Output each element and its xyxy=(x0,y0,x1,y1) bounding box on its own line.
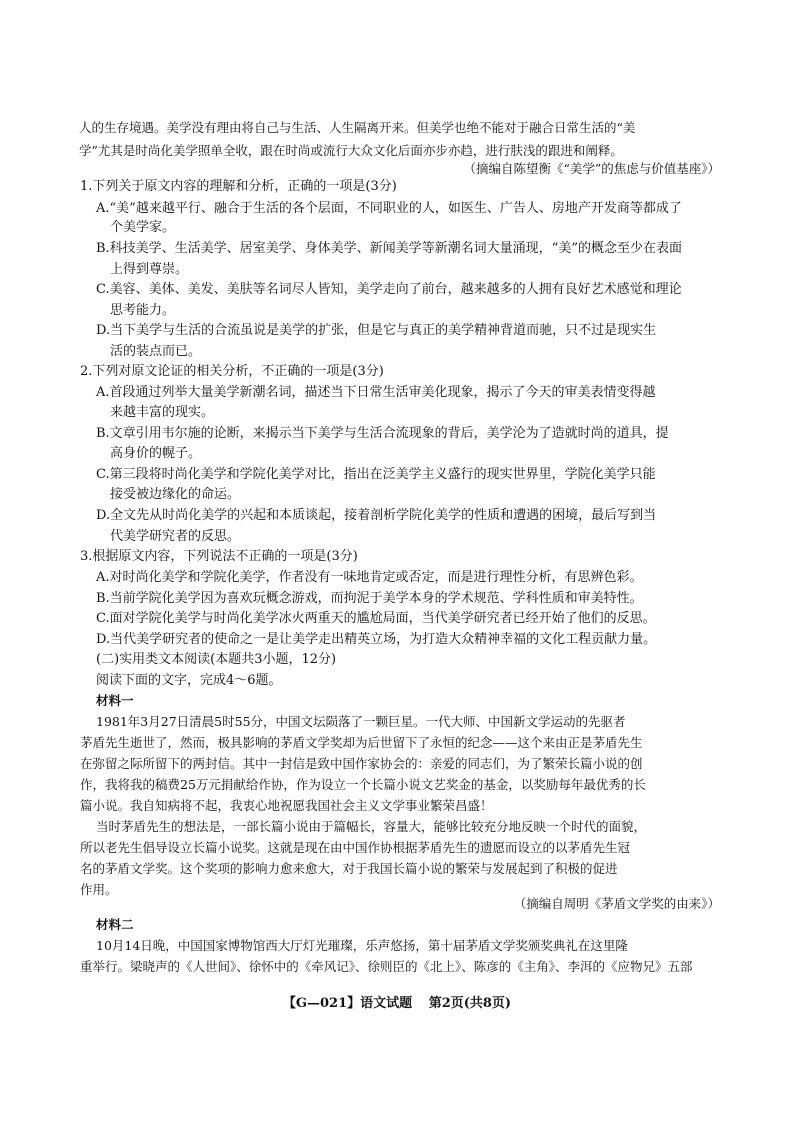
question-3-option-b: B.当前学院化美学因为喜欢玩概念游戏，而拘泥于美学本身的学术规范、学科性质和审美特性。 xyxy=(96,591,643,606)
question-1-option-b: B.科技美学、生活美学、居室美学、身体美学、新闻美学等新潮名词大量涌现，“美”的概念至少在表面 xyxy=(96,241,682,256)
exam-code: 【G—021】语文试题 xyxy=(282,996,413,1011)
question-1-option-d: D.当下美学与生活的合流虽说是美学的扩张，但是它与真正的美学精神背道而驰，只不过是现实生 xyxy=(96,323,657,338)
question-1-option-a: A.“美”越来越平行、融合于生活的各个层面，不同职业的人，如医生、广告人、房地产开发商等都成了 xyxy=(96,201,682,216)
intro-line-2: 学”尤其是时尚化美学照单全收，跟在时尚或流行大众文化后面亦步亦趋，进行肤浅的跟进和阐释。 xyxy=(79,143,623,158)
question-2-option-c: C.第三段将时尚化美学和学院化美学对比，指出在泛美学主义盛行的现实世界里，学院化美学只能 xyxy=(96,467,656,482)
question-3-option-d: D.当代美学研究者的使命之一是让美学走出精英立场，为打造大众精神幸福的文化工程贡献力量。 xyxy=(96,632,657,647)
question-2-option-b: B.文章引用韦尔施的论断，来揭示当下美学与生活合流现象的背后，美学沦为了造就时尚的道具，提 xyxy=(96,426,669,441)
intro-source: （摘编自陈望衡《“美学”的焦虑与价值基座》） xyxy=(463,161,720,176)
question-1-option-a-cont: 个美学家。 xyxy=(110,220,176,235)
question-1-option-c-cont: 思考能力。 xyxy=(110,303,176,318)
question-3-option-a: A.对时尚化美学和学院化美学，作者没有一味地肯定或否定，而是进行理性分析，有思辨色彩。 xyxy=(96,570,643,585)
material-2-label: 材料二 xyxy=(96,917,134,932)
question-2-option-a-cont: 来越丰富的现实。 xyxy=(110,405,215,420)
question-3-option-c: C.面对学院化美学与时尚化美学冰火两重天的尴尬局面，当代美学研究者已经开始了他们的反思。 xyxy=(96,611,656,626)
material-2-p1-line-1: 10月14日晚，中国国家博物馆西大厅灯光璀璨，乐声悠扬，第十届茅盾文学奖颁奖典礼在这里隆 xyxy=(96,938,628,953)
question-2-stem: 2.下列对原文论证的相关分析，不正确的一项是(3分) xyxy=(80,364,384,379)
material-1-p1-line-3: 在弥留之际所留下的两封信。其中一封信是致中国作家协会的：亲爱的同志们，为了繁荣长篇小说的创 xyxy=(80,756,643,771)
question-1-option-d-cont: 活的装点而已。 xyxy=(110,344,202,359)
page-number: 第2页(共8页) xyxy=(428,996,512,1011)
question-1-option-b-cont: 上得到尊崇。 xyxy=(110,262,189,277)
section-instruction: 阅读下面的文字，完成4～6题。 xyxy=(96,673,282,688)
question-2-option-b-cont: 高身价的幌子。 xyxy=(110,446,202,461)
material-1-label: 材料一 xyxy=(96,693,134,708)
material-2-p1-line-2: 重举行。梁晓声的《人世间》、徐怀中的《牵风记》、徐则臣的《北上》、陈彦的《主角》、李洱的《应物兄》五部 xyxy=(80,959,693,974)
material-1-p2-line-1: 当时茅盾先生的想法是，一部长篇小说由于篇幅长，容量大，能够比较充分地反映一个时代的面貌， xyxy=(96,819,647,834)
material-1-p2-line-2: 所以老先生倡导设立长篇小说奖。这就是现在由中国作协根据茅盾先生的遗愿而设立的以茅盾先生冠 xyxy=(80,840,631,855)
material-1-p1-line-1: 1981年3月27日清晨5时55分，中国文坛陨落了一颗巨星。一代大师、中国新文学运动的先驱者 xyxy=(96,714,626,729)
question-1-stem: 1.下列关于原文内容的理解和分析，正确的一项是(3分) xyxy=(80,179,397,194)
material-1-p2-line-3: 名的茅盾文学奖。这个奖项的影响力愈来愈大，对于我国长篇小说的繁荣与发展起到了积极的促进 xyxy=(80,861,618,876)
question-3-stem: 3.根据原文内容，下列说法不正确的一项是(3分) xyxy=(80,549,358,564)
intro-line-1: 人的生存境遇。美学没有理由将自己与生活、人生隔离开来。但美学也绝不能对于融合日常生活的“美 xyxy=(79,120,636,135)
material-1-source: （摘编自周明《茅盾文学奖的由来》） xyxy=(513,896,720,911)
question-2-option-d: D.全文先从时尚化美学的兴起和本质谈起，接着剖析学院化美学的性质和遭遇的困境，最后写到当 xyxy=(96,508,657,523)
material-1-p2-line-4: 作用。 xyxy=(80,882,118,897)
question-2-option-c-cont: 接受被边缘化的命运。 xyxy=(110,487,241,502)
material-1-p1-line-2: 茅盾先生逝世了，然而，极具影响的茅盾文学奖却为后世留下了永恒的纪念——这个来由正是茅盾先生 xyxy=(80,735,643,750)
question-1-option-c: C.美容、美体、美发、美肤等名词尽人皆知，美学走向了前台，越来越多的人拥有良好艺术感觉和理论 xyxy=(96,282,682,297)
question-2-option-a: A.首段通过列举大量美学新潮名词，描述当下日常生活审美化现象，揭示了今天的审美表情变得越 xyxy=(96,385,656,400)
page-footer xyxy=(0,992,794,1011)
section-title: (二)实用类文本阅读(本题共3小题，12分) xyxy=(96,652,337,667)
question-2-option-d-cont: 代美学研究者的反思。 xyxy=(110,529,241,544)
material-1-p1-line-5: 篇小说。我自知病将不起，我衷心地祝愿我国社会主义文学事业繁荣昌盛！ xyxy=(80,798,493,813)
material-1-p1-line-4: 作，我将我的稿费25万元捐献给作协，作为设立一个长篇小说文艺奖金的基金，以奖励每年最优秀的长 xyxy=(80,777,646,792)
